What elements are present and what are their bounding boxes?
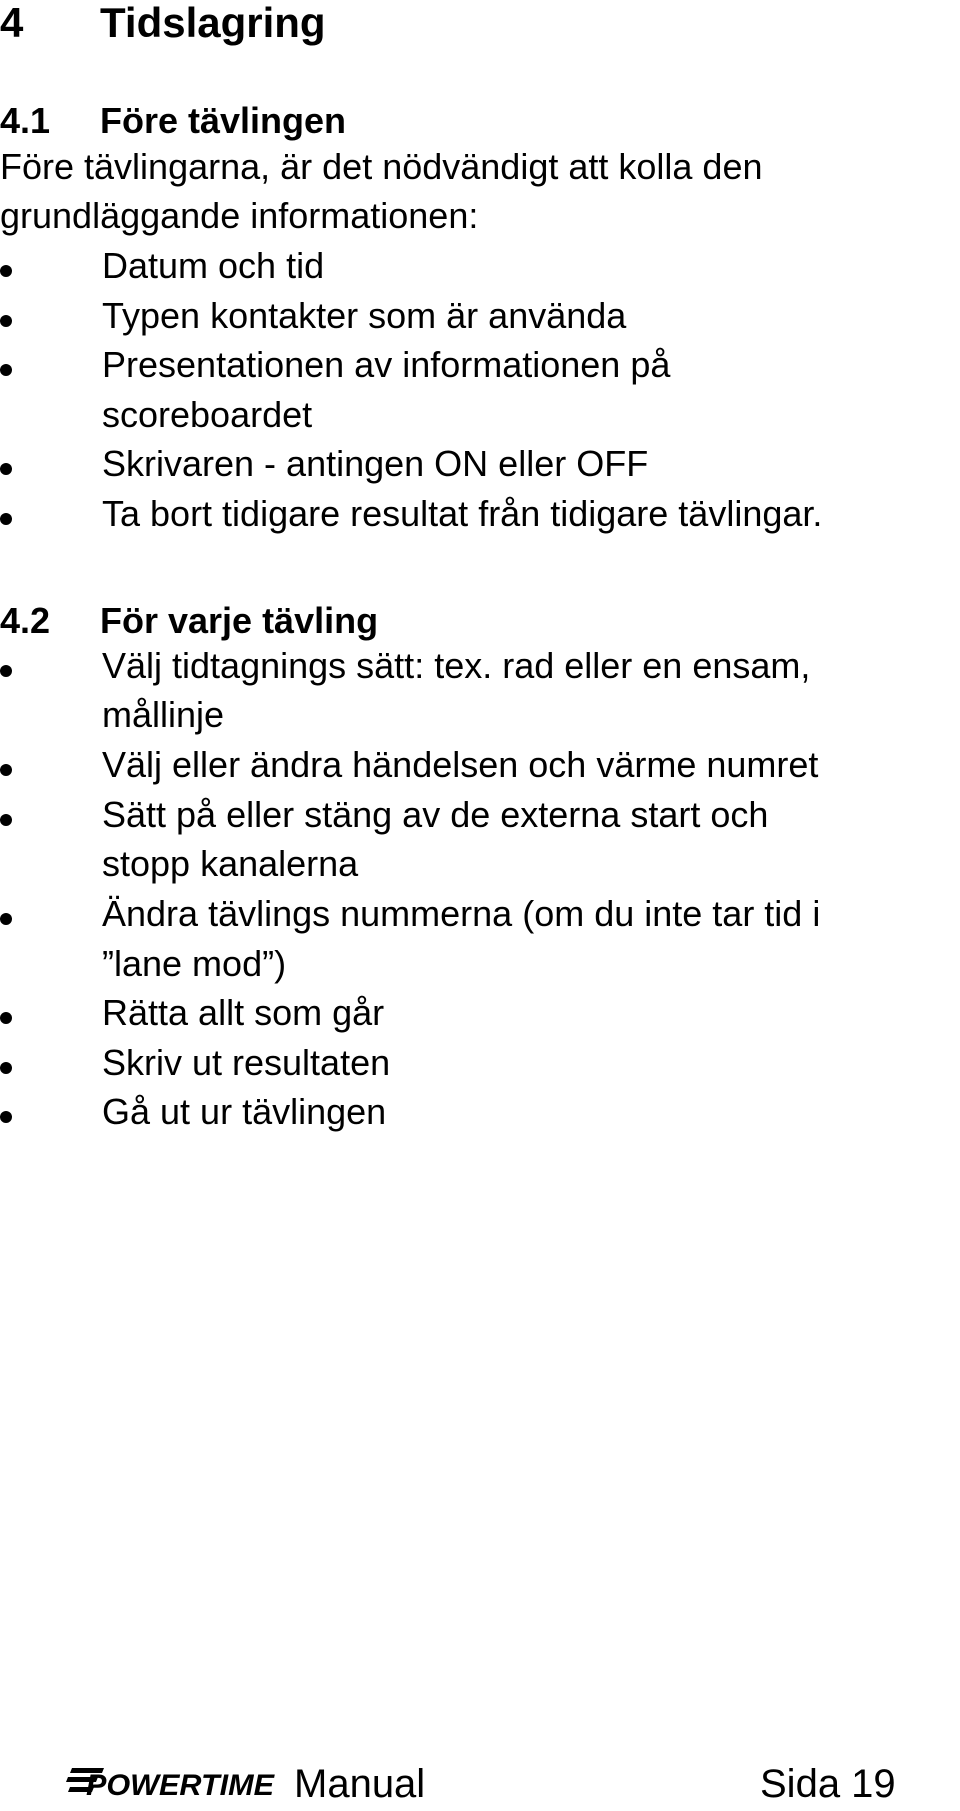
bullet-icon — [0, 814, 12, 826]
powertime-logo — [64, 1762, 278, 1802]
logo-text: POWERTIME — [86, 1769, 276, 1802]
list-item-text: Typen kontakter som är använda — [102, 295, 627, 336]
list-item-text: Presentationen av informationen på — [102, 344, 671, 385]
section-heading-4-2 — [0, 600, 379, 641]
section-number: 4.2 — [0, 600, 51, 641]
list-item-text: Ändra tävlings nummerna (om du inte tar tid i — [102, 893, 821, 934]
section-heading-4-1 — [0, 100, 347, 141]
list-item-text: Sätt på eller stäng av de externa start och — [102, 794, 769, 835]
bullet-icon — [0, 1012, 12, 1024]
chapter-number: 4 — [0, 0, 24, 46]
chapter-title: Tidslagring — [100, 0, 326, 46]
bullet-icon — [0, 764, 12, 776]
footer-manual-label: Manual — [294, 1762, 426, 1806]
bullet-icon — [0, 1062, 12, 1074]
section-number: 4.1 — [0, 100, 51, 141]
list-item-text: Välj tidtagnings sätt: tex. rad eller en ensam, — [102, 645, 811, 686]
bullet-icon — [0, 364, 12, 376]
list-item-text-continued: stopp kanalerna — [102, 843, 359, 884]
intro-line-1: Före tävlingarna, är det nödvändigt att kolla den — [0, 146, 763, 187]
bullet-icon — [0, 265, 12, 277]
bullet-icon — [0, 913, 12, 925]
list-item-text-continued: ”lane mod”) — [102, 943, 287, 984]
section-title: Före tävlingen — [100, 100, 347, 141]
list-item-text: Välj eller ändra händelsen och värme numret — [102, 744, 819, 785]
list-item-text: Datum och tid — [102, 245, 325, 286]
bullet-icon — [0, 1111, 12, 1123]
chapter-heading — [0, 2, 326, 44]
bullet-icon — [0, 315, 12, 327]
bullet-icon — [0, 463, 12, 475]
logo-graphic — [64, 1762, 278, 1802]
footer-page-number: Sida 19 — [760, 1762, 896, 1806]
list-item-text: Ta bort tidigare resultat från tidigare tävlingar. — [102, 493, 823, 534]
intro-line-2: grundläggande informationen: — [0, 195, 479, 236]
section-title: För varje tävling — [100, 600, 379, 641]
list-item-text: Skriv ut resultaten — [102, 1042, 391, 1083]
list-item-text-continued: mållinje — [102, 694, 225, 735]
list-item-text: Skrivaren - antingen ON eller OFF — [102, 443, 649, 484]
bullet-icon — [0, 665, 12, 677]
list-item-text: Gå ut ur tävlingen — [102, 1091, 387, 1132]
bullet-icon — [0, 513, 12, 525]
list-item-text: Rätta allt som går — [102, 992, 385, 1033]
list-item-text-continued: scoreboardet — [102, 394, 313, 435]
